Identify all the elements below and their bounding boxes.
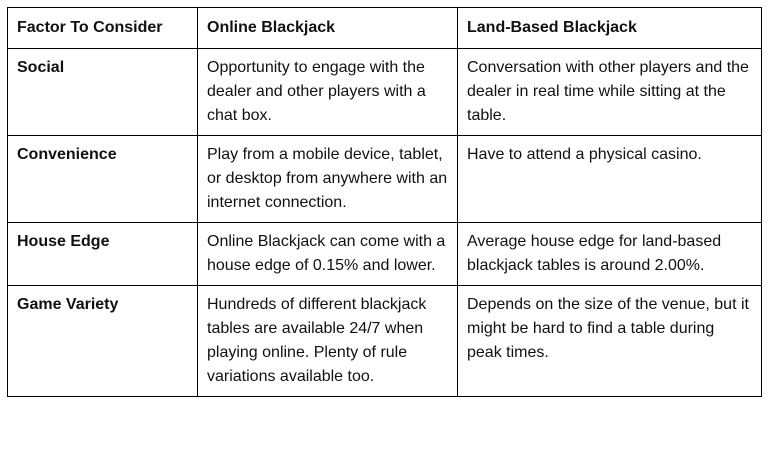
table-row	[8, 49, 762, 136]
factor-cell: Social	[8, 49, 198, 136]
comparison-table	[7, 7, 762, 397]
table-body	[8, 49, 762, 397]
header-land-based: Land-Based Blackjack	[458, 8, 762, 49]
land-based-cell: Have to attend a physical casino.	[458, 136, 762, 223]
factor-cell: Convenience	[8, 136, 198, 223]
online-cell: Hundreds of different blackjack tables are available 24/7 when playing online. Plenty of rule variations available too.	[198, 286, 458, 397]
factor-cell: House Edge	[8, 223, 198, 286]
online-cell: Play from a mobile device, tablet, or desktop from anywhere with an internet connection.	[198, 136, 458, 223]
online-cell: Opportunity to engage with the dealer and other players with a chat box.	[198, 49, 458, 136]
online-cell: Online Blackjack can come with a house edge of 0.15% and lower.	[198, 223, 458, 286]
table-header	[8, 8, 762, 49]
table-row	[8, 223, 762, 286]
header-factor: Factor To Consider	[8, 8, 198, 49]
table-row	[8, 286, 762, 397]
land-based-cell: Conversation with other players and the dealer in real time while sitting at the table.	[458, 49, 762, 136]
table-row	[8, 136, 762, 223]
factor-cell: Game Variety	[8, 286, 198, 397]
header-online: Online Blackjack	[198, 8, 458, 49]
land-based-cell: Average house edge for land-based blackjack tables is around 2.00%.	[458, 223, 762, 286]
header-row	[8, 8, 762, 49]
land-based-cell: Depends on the size of the venue, but it might be hard to find a table during peak times.	[458, 286, 762, 397]
